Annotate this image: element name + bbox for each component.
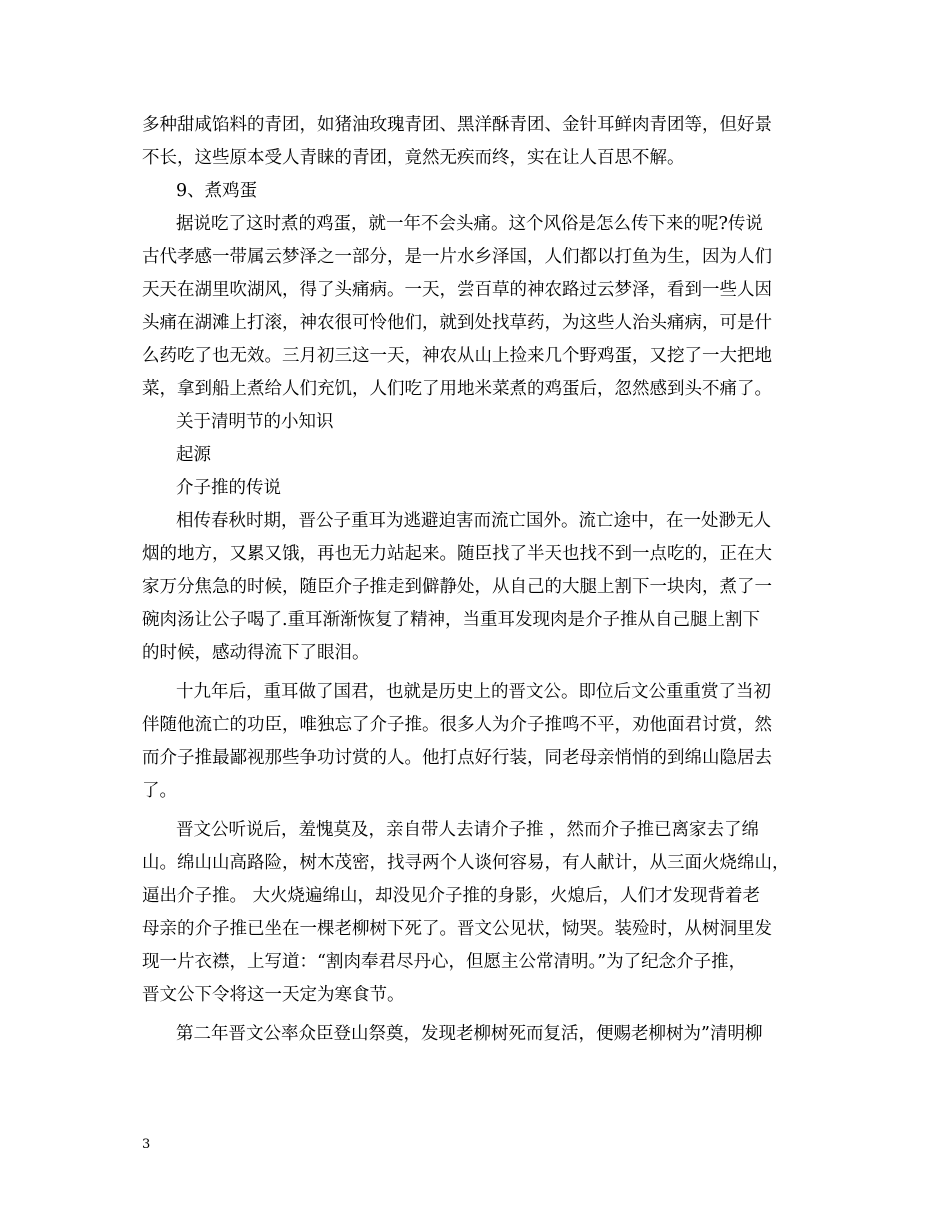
text-line: 第二年晋文公率众臣登山祭奠，发现老柳树死而复活，便赐老柳树为”清明柳: [176, 1024, 763, 1044]
text-line: 而介子推最鄙视那些争功讨赏的人。他打点好行装，同老母亲悄悄的到绵山隐居去: [142, 748, 772, 768]
document-body: [142, 109, 814, 1051]
text-line: 母亲的介子推已坐在一棵老柳树下死了。晋文公见状，恸哭。装殓时，从树洞里发: [142, 919, 772, 939]
text-line: 菜，拿到船上煮给人们充饥，人们吃了用地米菜煮的鸡蛋后，忽然感到头不痛了。: [142, 379, 772, 399]
text-line: 十九年后，重耳做了国君，也就是历史上的晋文公。即位后文公重重赏了当初: [176, 682, 771, 702]
text-line: 的时候，感动得流下了眼泪。: [142, 643, 370, 663]
text-line: 逼出介子推。 大火烧遍绵山，却没见介子推的身影，火熄后，人们才发现背着老: [142, 886, 761, 906]
text-line: 头痛在湖滩上打滚，神农很可怜他们，就到处找草药，为这些人治头痛病，可是什: [142, 313, 772, 333]
text-line: 伴随他流亡的功臣，唯独忘了介子推。很多人为介子推鸣不平，劝他面君讨赏，然: [142, 715, 772, 735]
page-number: 3: [142, 1137, 151, 1152]
section-heading: 9、煮鸡蛋: [176, 181, 258, 201]
text-line: 不长，这些原本受人青睐的青团，竟然无疾而终，实在让人百思不解。: [142, 148, 685, 168]
section-heading: 起源: [176, 445, 211, 465]
text-line: 烟的地方，又累又饿，再也无力站起来。随臣找了半天也找不到一点吃的，正在大: [142, 544, 772, 564]
text-line: 山。绵山山高路险，树木茂密，找寻两个人谈何容易，有人献计，从三面火烧绵山，: [142, 853, 790, 873]
text-line: 据说吃了这时煮的鸡蛋，就一年不会头痛。这个风俗是怎么传下来的呢?传说: [176, 214, 763, 234]
text-line: 古代孝感一带属云梦泽之一部分，是一片水乡泽国，人们都以打鱼为生，因为人们: [142, 247, 772, 267]
section-heading: 介子推的传说: [176, 478, 281, 498]
text-line: 天天在湖里吹湖风，得了头痛病。一天，尝百草的神农路过云梦泽，看到一些人因: [142, 280, 772, 300]
text-line: 多种甜咸馅料的青团，如猪油玫瑰青团、黑洋酥青团、金针耳鲜肉青团等，但好景: [142, 115, 772, 135]
text-line: 么药吃了也无效。三月初三这一天，神农从山上捡来几个野鸡蛋，又挖了一大把地: [142, 346, 772, 366]
text-line: 家万分焦急的时候，随臣介子推走到僻静处，从自己的大腿上割下一块肉，煮了一: [142, 577, 772, 597]
text-line: 晋文公下令将这一天定为寒食节。: [142, 985, 405, 1005]
text-line: 了。: [142, 781, 177, 801]
text-line: 碗肉汤让公子喝了.重耳渐渐恢复了精神，当重耳发现肉是介子推从自己腿上割下: [142, 610, 761, 630]
section-heading: 关于清明节的小知识: [176, 412, 334, 432]
text-line: 晋文公听说后，羞愧莫及，亲自带人去请介子推 ，然而介子推已离家去了绵: [176, 820, 760, 840]
text-line: 现一片衣襟，上写道：“割肉奉君尽丹心，但愿主公常清明。”为了纪念介子推，: [142, 952, 747, 972]
text-line: 相传春秋时期，晋公子重耳为逃避迫害而流亡国外。流亡途中，在一处渺无人: [176, 511, 771, 531]
